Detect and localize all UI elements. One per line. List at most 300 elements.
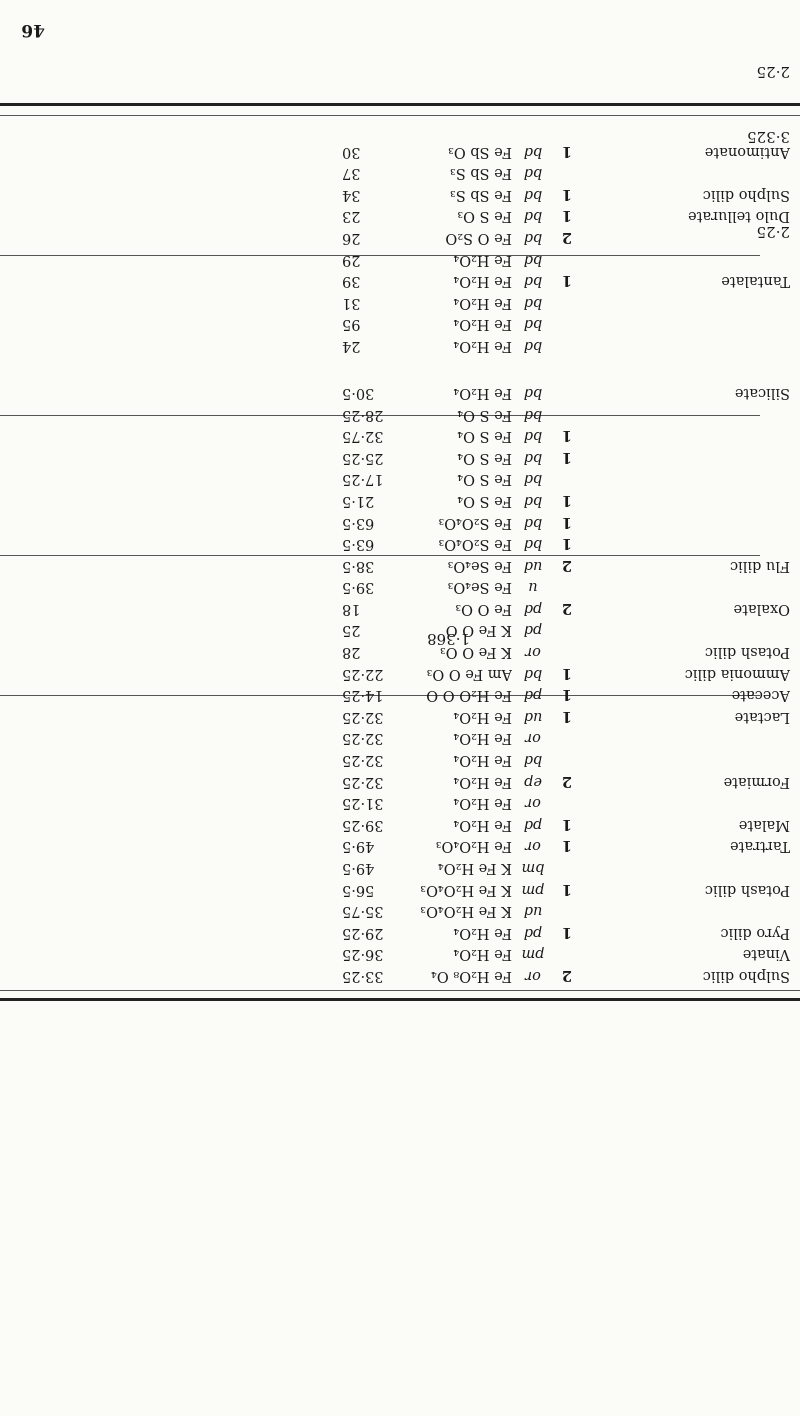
table-row	[0, 162, 800, 184]
formula: Fe H₂O₄	[453, 816, 512, 833]
data-table-bottom	[0, 140, 800, 356]
col-10	[0, 964, 10, 986]
compound-name	[580, 162, 800, 184]
table-row	[0, 425, 800, 447]
system-symbol: bm	[521, 860, 545, 877]
value: 32·25	[342, 752, 384, 769]
col-7	[96, 856, 142, 878]
col-9	[10, 964, 50, 986]
value: 22·25	[342, 665, 384, 682]
value: 32·25	[342, 773, 384, 790]
row-index	[554, 900, 580, 922]
system-symbol: bd	[523, 316, 543, 333]
value: 31	[342, 294, 361, 311]
value: 28	[342, 644, 361, 661]
col-8	[50, 425, 96, 447]
col-7	[96, 183, 142, 205]
formula: Fe H₂O₄O₃	[435, 838, 512, 855]
value: 24	[342, 338, 361, 354]
col-9	[10, 248, 50, 270]
formula: Fe Sb S₃	[449, 165, 512, 182]
col-7	[96, 140, 142, 162]
system-symbol: bd	[523, 428, 543, 445]
row-index: 2	[561, 599, 573, 617]
col-9	[10, 597, 50, 619]
value: 32·25	[342, 730, 384, 747]
spacer	[142, 183, 334, 205]
table-row	[0, 943, 800, 965]
formula: Fe H₂O₄	[453, 795, 512, 812]
compound-name: Flu dilic	[730, 557, 790, 574]
col-8	[50, 554, 96, 576]
col-8	[50, 921, 96, 943]
compound-name	[580, 727, 800, 749]
compound-name	[580, 576, 800, 598]
col-10	[0, 425, 10, 447]
table-row	[0, 313, 800, 335]
compound-name	[580, 468, 800, 490]
col-7	[96, 835, 142, 857]
value: 30	[342, 143, 361, 160]
value: 25·25	[342, 449, 384, 466]
system-symbol: bd	[523, 273, 543, 290]
col-9	[10, 381, 50, 403]
col-8	[50, 964, 96, 986]
page-number: 46	[21, 20, 45, 40]
row-index	[554, 641, 580, 663]
formula: K Fe O O₃	[439, 644, 512, 661]
formula: Fe O O₃	[455, 600, 512, 617]
right-block-value-2: 3·325	[747, 128, 790, 146]
col-8	[50, 468, 96, 490]
spacer	[142, 813, 334, 835]
table-row	[0, 140, 800, 162]
col-10	[0, 489, 10, 511]
table-row	[0, 727, 800, 749]
system-symbol: bd	[523, 208, 543, 225]
table-row	[0, 748, 800, 770]
system-symbol: bd	[523, 338, 543, 354]
col-7	[96, 770, 142, 792]
col-8	[50, 446, 96, 468]
table-row	[0, 381, 800, 403]
col-9	[10, 662, 50, 684]
row-index: 2	[561, 229, 573, 247]
col-9	[10, 641, 50, 663]
col-9	[10, 943, 50, 965]
system-symbol: u	[528, 579, 538, 596]
table-row	[0, 684, 800, 706]
compound-name: Potash dilic	[704, 644, 790, 661]
value: 49·5	[342, 838, 375, 855]
spacer	[142, 619, 334, 641]
spacer	[142, 900, 334, 922]
row-index	[554, 468, 580, 490]
col-8	[50, 226, 96, 248]
col-8	[50, 597, 96, 619]
compound-name	[580, 313, 800, 335]
compound-name: Tantalate	[721, 273, 790, 290]
row-index	[554, 334, 580, 356]
row-index: 1	[561, 448, 573, 466]
row-index	[554, 792, 580, 814]
formula: Fe S O₄	[457, 406, 512, 423]
formula: Fe H₂O₄	[453, 773, 512, 790]
col-8	[50, 878, 96, 900]
row-index: 1	[561, 815, 573, 833]
system-symbol: bd	[523, 186, 543, 203]
formula: Fe Se₄O₃	[447, 557, 512, 574]
col-8	[50, 576, 96, 598]
compound-name: Sulpho dilic	[702, 968, 790, 984]
table-row	[0, 468, 800, 490]
col-10	[0, 705, 10, 727]
formula: Fe Sb S₃	[449, 186, 512, 203]
table-row	[0, 554, 800, 576]
compound-name: Oxalate	[733, 600, 790, 617]
col-8	[50, 313, 96, 335]
row-index: 1	[561, 513, 573, 531]
value: 30·5	[342, 384, 375, 401]
col-7	[96, 964, 142, 986]
value: 32·25	[342, 708, 384, 725]
system-symbol: ep	[524, 773, 542, 790]
col-7	[96, 291, 142, 313]
row-index: 2	[561, 967, 573, 984]
system-symbol: or	[525, 795, 541, 812]
value: 32·75	[342, 428, 384, 445]
system-symbol: bd	[523, 665, 543, 682]
spacer	[142, 684, 334, 706]
compound-name: Antimonate	[704, 143, 790, 160]
spacer	[142, 140, 334, 162]
right-block-value-3: 2·25	[756, 63, 790, 81]
value: 14·25	[342, 687, 384, 704]
table-row	[0, 205, 800, 227]
row-index	[554, 162, 580, 184]
table-row	[0, 489, 800, 511]
col-10	[0, 792, 10, 814]
compound-name: Malate	[738, 816, 790, 833]
col-8	[50, 183, 96, 205]
table-row	[0, 921, 800, 943]
row-index: 1	[561, 923, 573, 941]
formula: Fe S₂O₄O₃	[438, 514, 512, 531]
col-7	[96, 511, 142, 533]
row-index: 1	[561, 491, 573, 509]
spacer	[142, 334, 334, 356]
col-7	[96, 641, 142, 663]
row-index	[554, 727, 580, 749]
col-7	[96, 446, 142, 468]
compound-name	[580, 511, 800, 533]
spacer	[142, 705, 334, 727]
col-8	[50, 381, 96, 403]
spacer	[142, 921, 334, 943]
col-10	[0, 183, 10, 205]
row-index: 2	[561, 556, 573, 574]
right-block-value-1: 2·25	[756, 223, 790, 241]
formula: Fe S O₄	[457, 492, 512, 509]
compound-name: Silicate	[734, 384, 790, 401]
spacer	[142, 727, 334, 749]
col-9	[10, 183, 50, 205]
col-9	[10, 489, 50, 511]
spacer	[142, 964, 334, 986]
col-8	[50, 403, 96, 425]
spacer	[142, 403, 334, 425]
value: 21·5	[342, 492, 375, 509]
value: 35·75	[342, 903, 384, 920]
col-9	[10, 792, 50, 814]
col-8	[50, 619, 96, 641]
col-8	[50, 140, 96, 162]
formula: Fe Sb O₃	[448, 143, 512, 160]
table-row	[0, 619, 800, 641]
compound-name	[580, 291, 800, 313]
col-10	[0, 597, 10, 619]
compound-name: Ammonia dilic	[684, 665, 790, 682]
value: 39·25	[342, 816, 384, 833]
spacer	[142, 291, 334, 313]
col-9	[10, 813, 50, 835]
table-row	[0, 770, 800, 792]
formula: Fe H₂O₄	[453, 338, 512, 354]
col-9	[10, 554, 50, 576]
row-index	[554, 856, 580, 878]
col-9	[10, 533, 50, 555]
col-9	[10, 226, 50, 248]
spacer	[142, 248, 334, 270]
col-8	[50, 748, 96, 770]
col-8	[50, 641, 96, 663]
table-row	[0, 270, 800, 292]
formula: K Fe H₂O₄O₃	[420, 881, 512, 898]
table-row	[0, 813, 800, 835]
table-row	[0, 511, 800, 533]
col-9	[10, 770, 50, 792]
spacer	[142, 641, 334, 663]
system-symbol: or	[525, 644, 541, 661]
table-row	[0, 597, 800, 619]
compound-name: Sulpho dilic	[702, 186, 790, 203]
col-7	[96, 921, 142, 943]
system-symbol: or	[525, 838, 541, 855]
col-7	[96, 381, 142, 403]
row-index: 1	[561, 272, 573, 290]
compound-name	[580, 425, 800, 447]
col-7	[96, 813, 142, 835]
row-index	[554, 381, 580, 403]
row-index	[554, 619, 580, 641]
col-10	[0, 248, 10, 270]
col-7	[96, 313, 142, 335]
table-row	[0, 248, 800, 270]
top-rule	[0, 103, 800, 106]
col-10	[0, 943, 10, 965]
rule-2	[0, 115, 800, 116]
col-10	[0, 856, 10, 878]
spacer	[142, 313, 334, 335]
formula: Fe H₂O₄	[453, 294, 512, 311]
col-10	[0, 313, 10, 335]
table-row	[0, 576, 800, 598]
col-8	[50, 684, 96, 706]
col-10	[0, 835, 10, 857]
col-10	[0, 511, 10, 533]
col-9	[10, 619, 50, 641]
system-symbol: pd	[523, 687, 543, 704]
table-row	[0, 835, 800, 857]
formula: Fe S O₄	[457, 449, 512, 466]
value: 37	[342, 165, 361, 182]
spacer	[142, 856, 334, 878]
spacer	[142, 270, 334, 292]
system-symbol: bd	[523, 471, 543, 488]
formula: Fe H₂O O O	[426, 687, 512, 704]
col-7	[96, 576, 142, 598]
formula: Fe H₂O₄	[453, 924, 512, 941]
table-row	[0, 878, 800, 900]
value: 29	[342, 251, 361, 268]
col-10	[0, 226, 10, 248]
value: 39	[342, 273, 361, 290]
formula: Fe H₂O₄	[453, 273, 512, 290]
col-9	[10, 748, 50, 770]
spacer	[142, 792, 334, 814]
col-9	[10, 205, 50, 227]
col-8	[50, 270, 96, 292]
col-9	[10, 727, 50, 749]
spacer	[142, 533, 334, 555]
col-8	[50, 334, 96, 356]
table-row	[0, 641, 800, 663]
formula: Fe H₂O₄	[453, 752, 512, 769]
system-symbol: bd	[523, 165, 543, 182]
system-symbol: bd	[523, 752, 543, 769]
system-symbol: bd	[523, 384, 543, 401]
system-symbol: ud	[523, 557, 543, 574]
col-7	[96, 662, 142, 684]
spacer	[142, 468, 334, 490]
system-symbol: bd	[523, 514, 543, 531]
system-symbol: bd	[523, 536, 543, 553]
formula: Fe H₂O₄	[453, 708, 512, 725]
col-9	[10, 921, 50, 943]
compound-name: Formiate	[723, 773, 790, 790]
row-index: 1	[561, 880, 573, 898]
col-10	[0, 662, 10, 684]
col-9	[10, 705, 50, 727]
row-index: 1	[561, 427, 573, 445]
system-symbol: pd	[523, 600, 543, 617]
table-row	[0, 403, 800, 425]
system-symbol: bd	[523, 230, 543, 247]
col-10	[0, 576, 10, 598]
system-symbol: pd	[523, 622, 543, 639]
col-8	[50, 856, 96, 878]
value: 38·5	[342, 557, 375, 574]
col-9	[10, 291, 50, 313]
spacer	[142, 878, 334, 900]
spacer	[142, 381, 334, 403]
value: 56·5	[342, 881, 375, 898]
system-symbol: ud	[523, 708, 543, 725]
col-8	[50, 162, 96, 184]
col-7	[96, 468, 142, 490]
col-10	[0, 140, 10, 162]
col-10	[0, 403, 10, 425]
col-8	[50, 900, 96, 922]
col-9	[10, 425, 50, 447]
table-row	[0, 533, 800, 555]
col-9	[10, 162, 50, 184]
table-row	[0, 183, 800, 205]
system-symbol: bd	[523, 143, 543, 160]
col-9	[10, 468, 50, 490]
spacer	[142, 748, 334, 770]
value: 63·5	[342, 536, 375, 553]
spacer	[142, 662, 334, 684]
formula: Fe H₂O₄	[453, 730, 512, 747]
col-7	[96, 705, 142, 727]
col-7	[96, 900, 142, 922]
spacer	[142, 489, 334, 511]
value: 28·25	[342, 406, 384, 423]
formula: Fe H₂O₄	[453, 384, 512, 401]
row-index	[554, 576, 580, 598]
col-9	[10, 684, 50, 706]
bottom-rule	[0, 998, 800, 1001]
system-symbol: bd	[523, 449, 543, 466]
col-9	[10, 511, 50, 533]
compound-name	[580, 900, 800, 922]
col-8	[50, 813, 96, 835]
value: 31·25	[342, 795, 384, 812]
col-9	[10, 900, 50, 922]
col-10	[0, 468, 10, 490]
col-8	[50, 770, 96, 792]
col-9	[10, 576, 50, 598]
col-10	[0, 900, 10, 922]
col-10	[0, 334, 10, 356]
spacer	[142, 446, 334, 468]
spacer	[142, 576, 334, 598]
col-10	[0, 770, 10, 792]
compound-name	[580, 446, 800, 468]
spacer	[142, 205, 334, 227]
formula: Fe S O₄	[457, 471, 512, 488]
compound-name	[580, 403, 800, 425]
col-7	[96, 748, 142, 770]
formula: Fe S O₄	[457, 428, 512, 445]
col-9	[10, 403, 50, 425]
table-row	[0, 856, 800, 878]
col-7	[96, 878, 142, 900]
system-symbol: pm	[521, 881, 545, 898]
system-symbol: pm	[521, 946, 545, 963]
col-7	[96, 248, 142, 270]
system-symbol: or	[525, 730, 541, 747]
table-row	[0, 226, 800, 248]
system-symbol: bd	[523, 492, 543, 509]
row-index	[554, 313, 580, 335]
system-symbol: or	[525, 968, 541, 984]
value: 26	[342, 230, 361, 247]
formula: K Fe H₂O₄O₃	[420, 903, 512, 920]
formula: Fe S₂O₄O₃	[438, 536, 512, 553]
col-8	[50, 205, 96, 227]
